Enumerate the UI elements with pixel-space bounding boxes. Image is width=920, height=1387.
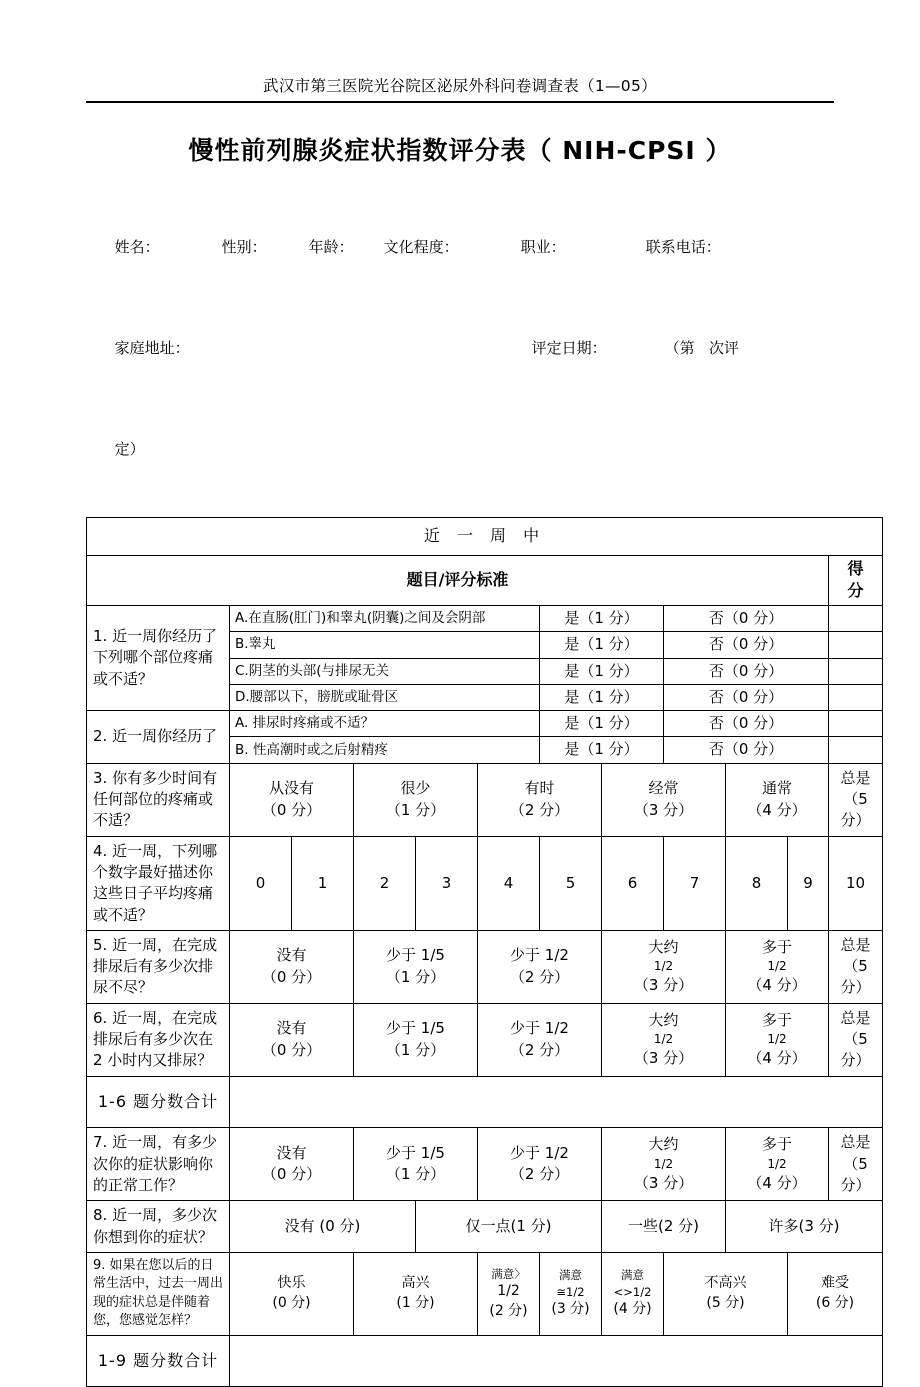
question-1-item-c-yes[interactable]: 是（1 分）	[540, 658, 664, 684]
criteria-header: 题目/评分标准	[87, 555, 829, 605]
question-4-scale-6[interactable]: 6	[602, 836, 664, 930]
question-1-item-a-yes[interactable]: 是（1 分）	[540, 605, 664, 631]
table-row	[87, 711, 883, 737]
question-5-option-5[interactable]	[829, 930, 883, 1003]
question-7-option-0[interactable]	[230, 1128, 354, 1201]
question-7-option-2-top: 少于 1/2	[510, 1143, 569, 1162]
phone-label: 联系电话：	[645, 237, 721, 256]
band-title: 近 一 周 中	[87, 517, 883, 555]
question-6-option-3[interactable]	[602, 1003, 726, 1076]
question-9-option-4-top: 满意	[621, 1268, 644, 1283]
question-7-option-5-top: 总是	[840, 1133, 871, 1152]
question-6-option-5-bottom: （5 分）	[840, 1030, 871, 1070]
question-3-option-4-top: 通常	[761, 779, 792, 798]
question-1-item-b-label: B.睾丸	[230, 632, 540, 658]
question-6-text: 6. 近一周，在完成排尿后有多少次在 2 小时内又排尿？	[87, 1003, 230, 1076]
question-9-option-1-top: 高兴	[401, 1274, 430, 1291]
question-9-option-3-mid: ≅1/2	[556, 1284, 585, 1299]
question-5-option-5-bottom: （5 分）	[840, 957, 871, 997]
question-9-option-6-top: 难受	[821, 1274, 849, 1291]
question-3-option-0-top: 从没有	[268, 779, 314, 798]
question-3-option-2-top: 有时	[524, 779, 555, 798]
question-1-text: 1. 近一周你经历了下列哪个部位疼痛或不适？	[87, 605, 230, 710]
question-9-option-5-bottom: (5 分)	[706, 1294, 745, 1311]
question-6-option-4-mid: 1/2	[767, 1032, 787, 1047]
institution-header-text: 武汉市第三医院光谷院区泌尿外科问卷调查表（1—05）	[263, 77, 657, 95]
question-9-option-3[interactable]	[540, 1252, 602, 1335]
score-header-line-2: 分	[847, 581, 864, 601]
question-7-option-3[interactable]	[602, 1128, 726, 1201]
question-7-option-3-mid: 1/2	[653, 1156, 674, 1171]
question-5-option-0-bottom: （0 分）	[261, 967, 322, 986]
score-column-header	[829, 555, 883, 605]
question-5-option-3-bottom: （3 分）	[633, 976, 694, 995]
question-5-option-4-bottom: （4 分）	[747, 976, 807, 995]
cpsi-table	[86, 517, 883, 1387]
question-1-item-a-score[interactable]	[829, 605, 883, 631]
table-row	[87, 605, 883, 631]
question-7-option-1-top: 少于 1/5	[386, 1143, 445, 1162]
question-5-option-4[interactable]	[726, 930, 829, 1003]
question-1-item-b-score[interactable]	[829, 632, 883, 658]
question-8-option-1[interactable]: 仅一点(1 分)	[416, 1201, 602, 1253]
question-9-option-5[interactable]	[664, 1252, 788, 1335]
question-3-option-3[interactable]	[602, 763, 726, 836]
question-9-option-4-bottom: (4 分)	[613, 1301, 652, 1318]
question-9-option-2-mid: 1/2	[497, 1282, 520, 1299]
question-3-option-5-bottom: （5 分）	[840, 790, 871, 830]
question-5-option-1[interactable]	[354, 930, 478, 1003]
subtotal-1-9-value[interactable]	[230, 1335, 883, 1387]
table-row	[87, 836, 883, 930]
question-5-option-2-bottom: （2 分）	[509, 967, 570, 986]
question-9-option-4-mid: <>1/2	[613, 1284, 652, 1299]
question-6-option-1[interactable]	[354, 1003, 478, 1076]
question-7-text: 7. 近一周，有多少次你的症状影响你的正常工作？	[87, 1128, 230, 1201]
question-7-option-4-bottom: （4 分）	[747, 1173, 807, 1192]
table-row	[87, 763, 883, 836]
question-7-option-5[interactable]	[829, 1128, 883, 1201]
patient-meta-row-2	[86, 298, 834, 399]
patient-meta-row-1	[86, 197, 834, 298]
question-6-option-1-bottom: （1 分）	[385, 1040, 446, 1059]
table-row	[87, 1076, 883, 1128]
question-2-item-b-label: B. 性高潮时或之后射精疼	[230, 737, 540, 763]
question-2-item-a-no[interactable]: 否（0 分）	[664, 711, 829, 737]
question-3-option-0[interactable]	[230, 763, 354, 836]
table-criteria-header-row	[87, 555, 883, 605]
question-7-option-4-mid: 1/2	[767, 1156, 787, 1171]
patient-meta-row-3	[86, 400, 834, 501]
question-9-text: 9. 如果在您以后的日常生活中，过去一周出现的症状总是伴随着您，您感觉怎样？	[87, 1252, 230, 1335]
question-7-option-2[interactable]	[478, 1128, 602, 1201]
question-6-option-2[interactable]	[478, 1003, 602, 1076]
question-6-option-4-top: 多于	[761, 1010, 792, 1029]
question-7-option-3-top: 大约	[648, 1135, 679, 1154]
question-5-option-3-mid: 1/2	[653, 959, 674, 974]
question-3-option-1-top: 很少	[400, 779, 431, 798]
table-row	[87, 1252, 883, 1335]
question-8-option-0[interactable]: 没有 (0 分)	[230, 1201, 416, 1253]
gender-label: 性别：	[221, 237, 267, 256]
question-3-option-4-bottom: （4 分）	[747, 800, 807, 819]
question-3-option-5-top: 总是	[840, 768, 871, 787]
question-6-option-5[interactable]	[829, 1003, 883, 1076]
question-5-option-5-top: 总是	[840, 935, 871, 954]
question-6-option-3-bottom: （3 分）	[633, 1049, 694, 1068]
table-row	[87, 1201, 883, 1253]
question-2-text: 2. 近一周你经历了	[87, 711, 230, 764]
question-5-option-0[interactable]	[230, 930, 354, 1003]
question-7-option-1-bottom: （1 分）	[385, 1165, 446, 1184]
question-9-option-6[interactable]	[788, 1252, 883, 1335]
occupation-label: 职业：	[520, 237, 566, 256]
table-row	[87, 1003, 883, 1076]
question-4-scale-8[interactable]: 8	[726, 836, 788, 930]
question-4-scale-0[interactable]: 0	[230, 836, 292, 930]
question-1-item-b-yes[interactable]: 是（1 分）	[540, 632, 664, 658]
question-1-item-b-no[interactable]: 否（0 分）	[664, 632, 829, 658]
question-9-option-2-bottom: (2 分)	[489, 1302, 528, 1319]
question-6-option-2-top: 少于 1/2	[510, 1019, 569, 1038]
question-5-option-2[interactable]	[478, 930, 602, 1003]
question-6-option-0-top: 没有	[276, 1019, 307, 1038]
question-5-text: 5. 近一周，在完成排尿后有多少次排尿不尽？	[87, 930, 230, 1003]
question-4-scale-5[interactable]: 5	[540, 836, 602, 930]
question-3-option-3-bottom: （3 分）	[633, 800, 694, 819]
question-1-item-c-score[interactable]	[829, 658, 883, 684]
question-6-option-4-bottom: （4 分）	[747, 1049, 807, 1068]
question-7-option-4-top: 多于	[761, 1135, 792, 1154]
question-1-item-a-label: A.在直肠(肛门)和睾丸(阴囊)之间及会阴部	[230, 605, 540, 631]
question-7-option-5-bottom: （5 分）	[840, 1154, 871, 1194]
question-5-option-3-top: 大约	[648, 937, 679, 956]
question-5-option-1-top: 少于 1/5	[386, 946, 445, 965]
question-1-item-d-score[interactable]	[829, 684, 883, 710]
question-5-option-4-top: 多于	[761, 937, 792, 956]
table-row	[87, 1335, 883, 1387]
patient-meta	[86, 197, 834, 501]
score-header-line-1: 得	[847, 558, 864, 578]
question-6-option-4[interactable]	[726, 1003, 829, 1076]
question-5-option-3[interactable]	[602, 930, 726, 1003]
question-5-option-4-mid: 1/2	[767, 959, 787, 974]
question-4-scale-3[interactable]: 3	[416, 836, 478, 930]
question-8-option-3[interactable]: 许多(3 分)	[726, 1201, 883, 1253]
question-4-scale-4[interactable]: 4	[478, 836, 540, 930]
question-6-option-5-top: 总是	[840, 1008, 871, 1027]
question-3-option-1-bottom: （1 分）	[385, 800, 446, 819]
question-2-item-a-yes[interactable]: 是（1 分）	[540, 711, 664, 737]
question-3-option-4[interactable]	[726, 763, 829, 836]
question-3-option-2-bottom: （2 分）	[509, 800, 570, 819]
question-6-option-0-bottom: （0 分）	[261, 1040, 322, 1059]
question-6-option-3-top: 大约	[648, 1010, 679, 1029]
question-2-item-a-score[interactable]	[829, 711, 883, 737]
question-3-option-1[interactable]	[354, 763, 478, 836]
age-label: 年龄：	[308, 237, 354, 256]
question-1-item-d-yes[interactable]: 是（1 分）	[540, 684, 664, 710]
question-6-option-0[interactable]	[230, 1003, 354, 1076]
question-1-item-c-no[interactable]: 否（0 分）	[664, 658, 829, 684]
question-9-option-4[interactable]	[602, 1252, 664, 1335]
question-1-item-d-label: D.腰部以下，膀胱或耻骨区	[230, 684, 540, 710]
question-9-option-2[interactable]	[478, 1252, 540, 1335]
assess-count-label: （第 次评	[664, 339, 739, 358]
question-1-item-a-no[interactable]: 否（0 分）	[664, 605, 829, 631]
question-4-scale-1[interactable]: 1	[292, 836, 354, 930]
question-9-option-0-top: 快乐	[277, 1274, 306, 1291]
question-1-item-d-no[interactable]: 否（0 分）	[664, 684, 829, 710]
subtotal-1-6-label: 1-6 题分数合计	[87, 1076, 230, 1128]
question-9-option-3-top: 满意	[559, 1268, 582, 1283]
question-6-option-1-top: 少于 1/5	[386, 1019, 445, 1038]
question-9-option-0[interactable]	[230, 1252, 354, 1335]
question-4-scale-10[interactable]: 10	[829, 836, 883, 930]
assess-date-label: 评定日期：	[531, 339, 607, 358]
question-9-option-6-bottom: (6 分)	[815, 1294, 855, 1311]
question-7-option-1[interactable]	[354, 1128, 478, 1201]
institution-header	[86, 0, 834, 95]
address-label: 家庭地址：	[114, 339, 190, 358]
question-3-option-5[interactable]	[829, 763, 883, 836]
question-6-option-3-mid: 1/2	[653, 1032, 674, 1047]
question-9-option-5-top: 不高兴	[704, 1274, 747, 1291]
question-3-option-2[interactable]	[478, 763, 602, 836]
question-2-item-b-no[interactable]: 否（0 分）	[664, 737, 829, 763]
question-2-item-b-yes[interactable]: 是（1 分）	[540, 737, 664, 763]
table-row	[87, 930, 883, 1003]
question-8-option-2[interactable]: 一些(2 分)	[602, 1201, 726, 1253]
question-5-option-1-bottom: （1 分）	[385, 967, 446, 986]
question-9-option-2-top: 满意〉	[491, 1266, 526, 1281]
question-5-option-0-top: 没有	[276, 946, 307, 965]
question-4-text: 4. 近一周，下列哪个数字最好描述你这些日子平均疼痛或不适？	[87, 836, 230, 930]
subtotal-1-6-value[interactable]	[230, 1076, 883, 1128]
question-9-option-0-bottom: (0 分)	[272, 1294, 311, 1311]
question-7-option-0-bottom: （0 分）	[261, 1165, 322, 1184]
question-2-item-b-score[interactable]	[829, 737, 883, 763]
question-1-item-c-label: C.阴茎的头部(与排尿无关	[230, 658, 540, 684]
question-7-option-2-bottom: （2 分）	[509, 1165, 570, 1184]
subtotal-1-9-label: 1-9 题分数合计	[87, 1335, 230, 1387]
question-3-text: 3. 你有多少时间有任何部位的疼痛或不适？	[87, 763, 230, 836]
question-4-scale-9[interactable]: 9	[788, 836, 829, 930]
question-9-option-1-bottom: (1 分)	[396, 1294, 435, 1311]
page-title: 慢性前列腺炎症状指数评分表（ NIH-CPSI ）	[188, 136, 732, 166]
question-4-scale-2[interactable]: 2	[354, 836, 416, 930]
name-label: 姓名：	[114, 237, 160, 256]
table-row	[87, 1128, 883, 1201]
question-8-text: 8. 近一周，多少次你想到你的症状？	[87, 1201, 230, 1253]
header-divider	[86, 101, 834, 103]
question-4-scale-7[interactable]: 7	[664, 836, 726, 930]
question-3-option-3-top: 经常	[648, 779, 679, 798]
table-band-title-row	[87, 517, 883, 555]
question-9-option-1[interactable]	[354, 1252, 478, 1335]
question-7-option-4[interactable]	[726, 1128, 829, 1201]
question-7-option-0-top: 没有	[276, 1143, 307, 1162]
question-6-option-2-bottom: （2 分）	[509, 1040, 570, 1059]
question-5-option-2-top: 少于 1/2	[510, 946, 569, 965]
question-2-item-a-label: A. 排尿时疼痛或不适？	[230, 711, 540, 737]
assess-count-label-cont: 定）	[114, 440, 145, 459]
education-label: 文化程度：	[383, 237, 459, 256]
question-7-option-3-bottom: （3 分）	[633, 1173, 694, 1192]
question-9-option-3-bottom: (3 分)	[551, 1301, 590, 1318]
question-3-option-0-bottom: （0 分）	[261, 800, 322, 819]
